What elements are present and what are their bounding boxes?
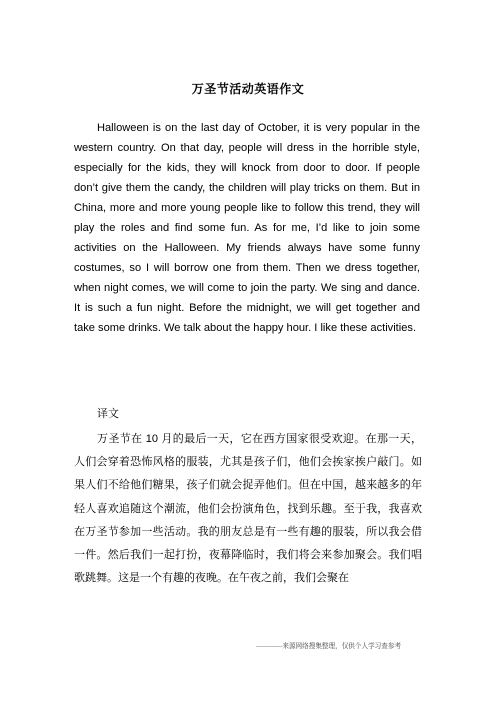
translation-label: 译文 <box>97 408 119 420</box>
chinese-translation-paragraph: 万圣节在 10 月的最后一天，它在西方国家很受欢迎。在那一天，人们会穿着恐怖风格的服装，尤其是孩子们，他们会挨家挨户敲门。如果人们不给他们糖果，孩子们就会捉弄他们。但在中国，越来越多的年轻人喜欢追随这个潮流，他们会扮演角色，找到乐趣。至于我，我喜欢在万圣节参加一些活动。我的朋友总是有一些有趣的服装，所以我会借一件。然后我们一起打扮，夜幕降临时，我们将会来参加聚会。我们唱歌跳舞。这是一个有趣的夜晚。在午夜之前，我们会聚在 <box>74 433 422 585</box>
document-title: 万圣节活动英语作文 <box>191 82 305 96</box>
english-essay-paragraph: Halloween is on the last day of October, it is very popular in the western country. On that day, people will dress in the horrible style, especially for the kids, they will knock from door to door. If people don’t give them the candy, the children will play tricks on them. But in China, more and more young people like to follow this trend, they will play the roles and find some fun. As for me, I’d like to join some activities on the Halloween. My friends always have some funny costumes, so I will borrow one from them. Then we dress together, when night comes, we will come to join the party. We sing and dance. It is such a fun night. Before the midnight, we will get together and take some drinks. We talk about the happy hour. I like these activities. <box>74 122 420 334</box>
page-footer-note: ————来源网络搜集整理，仅供个人学习查参考 <box>256 643 402 650</box>
